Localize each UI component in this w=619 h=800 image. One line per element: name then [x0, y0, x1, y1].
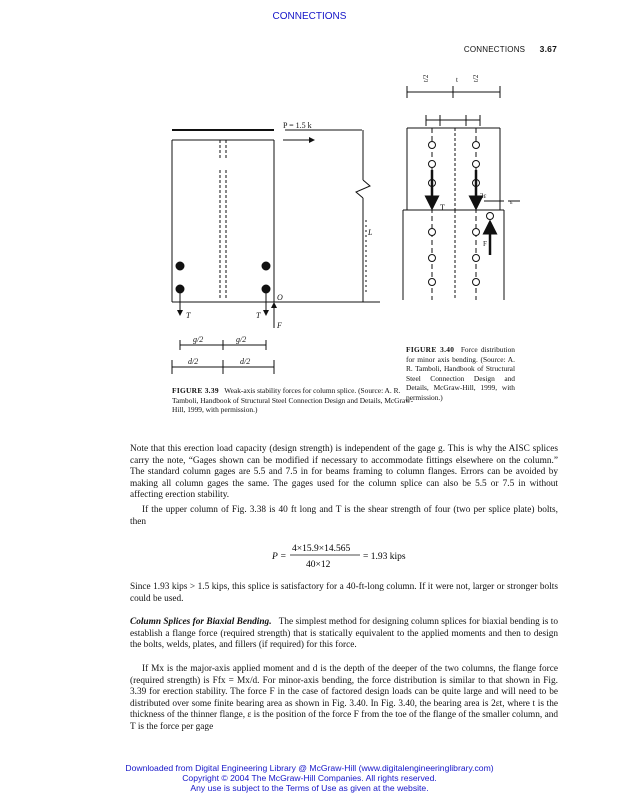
fig39-g2-right: g/2	[236, 335, 247, 344]
figure-3-40	[403, 86, 520, 300]
footer	[0, 763, 619, 793]
paragraph-1: Note that this erection load capacity (design strength) is independent of the gage g. This is why the AISC splices carry the note, “Gages shown can be modified if necessary to accommodate fittings elsewhere on the column.” The standard column gages are 5.5 and 7.5 in for beams framing to column flanges. Errors can be avoided by making all column gages the same. The gages used for the column splice can also be 5.5 or 7.5 in without affecting erection stability.	[130, 444, 558, 501]
equation-result: = 1.93 kips	[363, 552, 406, 562]
figure-3-40-caption	[406, 345, 515, 403]
figure-3-40-id: FIGURE 3.40	[406, 345, 455, 354]
fig40-top-right: t/2	[472, 74, 480, 82]
figure-3-39-labels	[186, 121, 373, 366]
equation	[270, 538, 490, 572]
fig39-o-label: O	[277, 293, 283, 302]
fig40-f: F	[483, 240, 487, 248]
fig40-two-eps: 2ε	[480, 192, 487, 200]
figure-3-40-labels	[422, 74, 513, 248]
fig40-eps: ε	[510, 198, 513, 206]
figures-drawing	[0, 60, 619, 390]
fig39-f-label: F	[277, 321, 282, 330]
figure-3-39-caption	[172, 386, 424, 415]
footer-download-link[interactable]: Downloaded from Digital Engineering Library @ McGraw-Hill (www.digitalengineeringlibrary.com)	[125, 763, 494, 773]
running-head	[464, 44, 557, 54]
paragraph-4	[130, 617, 558, 652]
figure-3-39-caption-text: Weak-axis stability forces for column splice. (Source: A. R. Tamboli, Handbook of Structural Steel Connection Design and Details, McGraw-Hill, 1999, with permission.)	[172, 386, 414, 415]
paragraph-4-heading: Column Splices for Biaxial Bending.	[130, 617, 272, 627]
paragraph-4-body: The simplest method for designing column splices for biaxial bending is to establish a flange force (required strength) that is statically equivalent to the applied moments and then to design the bolts, welds, plates, and fillers (if required) for this force.	[130, 617, 558, 651]
fig40-t-force: T	[440, 203, 445, 212]
footer-copyright: Copyright © 2004 The McGraw-Hill Companies. All rights reserved.	[182, 773, 437, 783]
fig39-load-label: P = 1.5 k	[283, 121, 312, 130]
fig39-g2-left: g/2	[193, 335, 204, 344]
fig39-t-right: T	[256, 311, 261, 320]
fig40-top-mid: t	[456, 76, 458, 84]
figure-3-40-caption-text: Force distribution for minor axis bending. (Source: A. R. Tamboli, Handbook of Structural Steel Connection Design and Details, McGraw-Hill, 1999, with permission.)	[406, 345, 515, 402]
fig40-top-left: t/2	[422, 74, 430, 82]
fig39-length-label: L	[368, 228, 373, 237]
equation-denominator: 40×12	[306, 560, 331, 570]
page-number: 3.67	[539, 44, 557, 54]
running-head-section: CONNECTIONS	[463, 45, 526, 54]
fig39-d2-left: d/2	[188, 357, 199, 366]
fig39-t-left: T	[186, 311, 191, 320]
equation-numerator: 4×15.9×14.565	[292, 544, 351, 554]
paragraph-2: If the upper column of Fig. 3.38 is 40 ft long and T is the shear strength of four (two per splice plate) bolts, then	[130, 505, 558, 527]
paragraph-5: If Mx is the major-axis applied moment and d is the depth of the deeper of the two columns, the flange force (required strength) is Ffx = Mx/d. For minor-axis bending, the force distribution is similar to that shown in Fig. 3.39 for erection stability. The force F in the case of factored design loads can be quite large and will need to be distributed over some finite bearing area as shown in Fig. 3.40. In Fig. 3.40, the bearing area is 2εt, where t is the thickness of the thinner flange, ε is the position of the force F from the toe of the flange of the smaller column, and T is the force per gage	[130, 664, 558, 732]
figure-3-39-id: FIGURE 3.39	[172, 386, 219, 395]
footer-terms-link[interactable]: Any use is subject to the Terms of Use as given at the website.	[190, 783, 429, 793]
top-link[interactable]: CONNECTIONS	[272, 11, 347, 22]
fig39-d2-right: d/2	[240, 357, 251, 366]
paragraph-3: Since 1.93 kips > 1.5 kips, this splice is satisfactory for a 40-ft-long column. If it were not, larger or stronger bolts could be used.	[130, 582, 558, 604]
equation-lhs: P =	[272, 552, 287, 562]
